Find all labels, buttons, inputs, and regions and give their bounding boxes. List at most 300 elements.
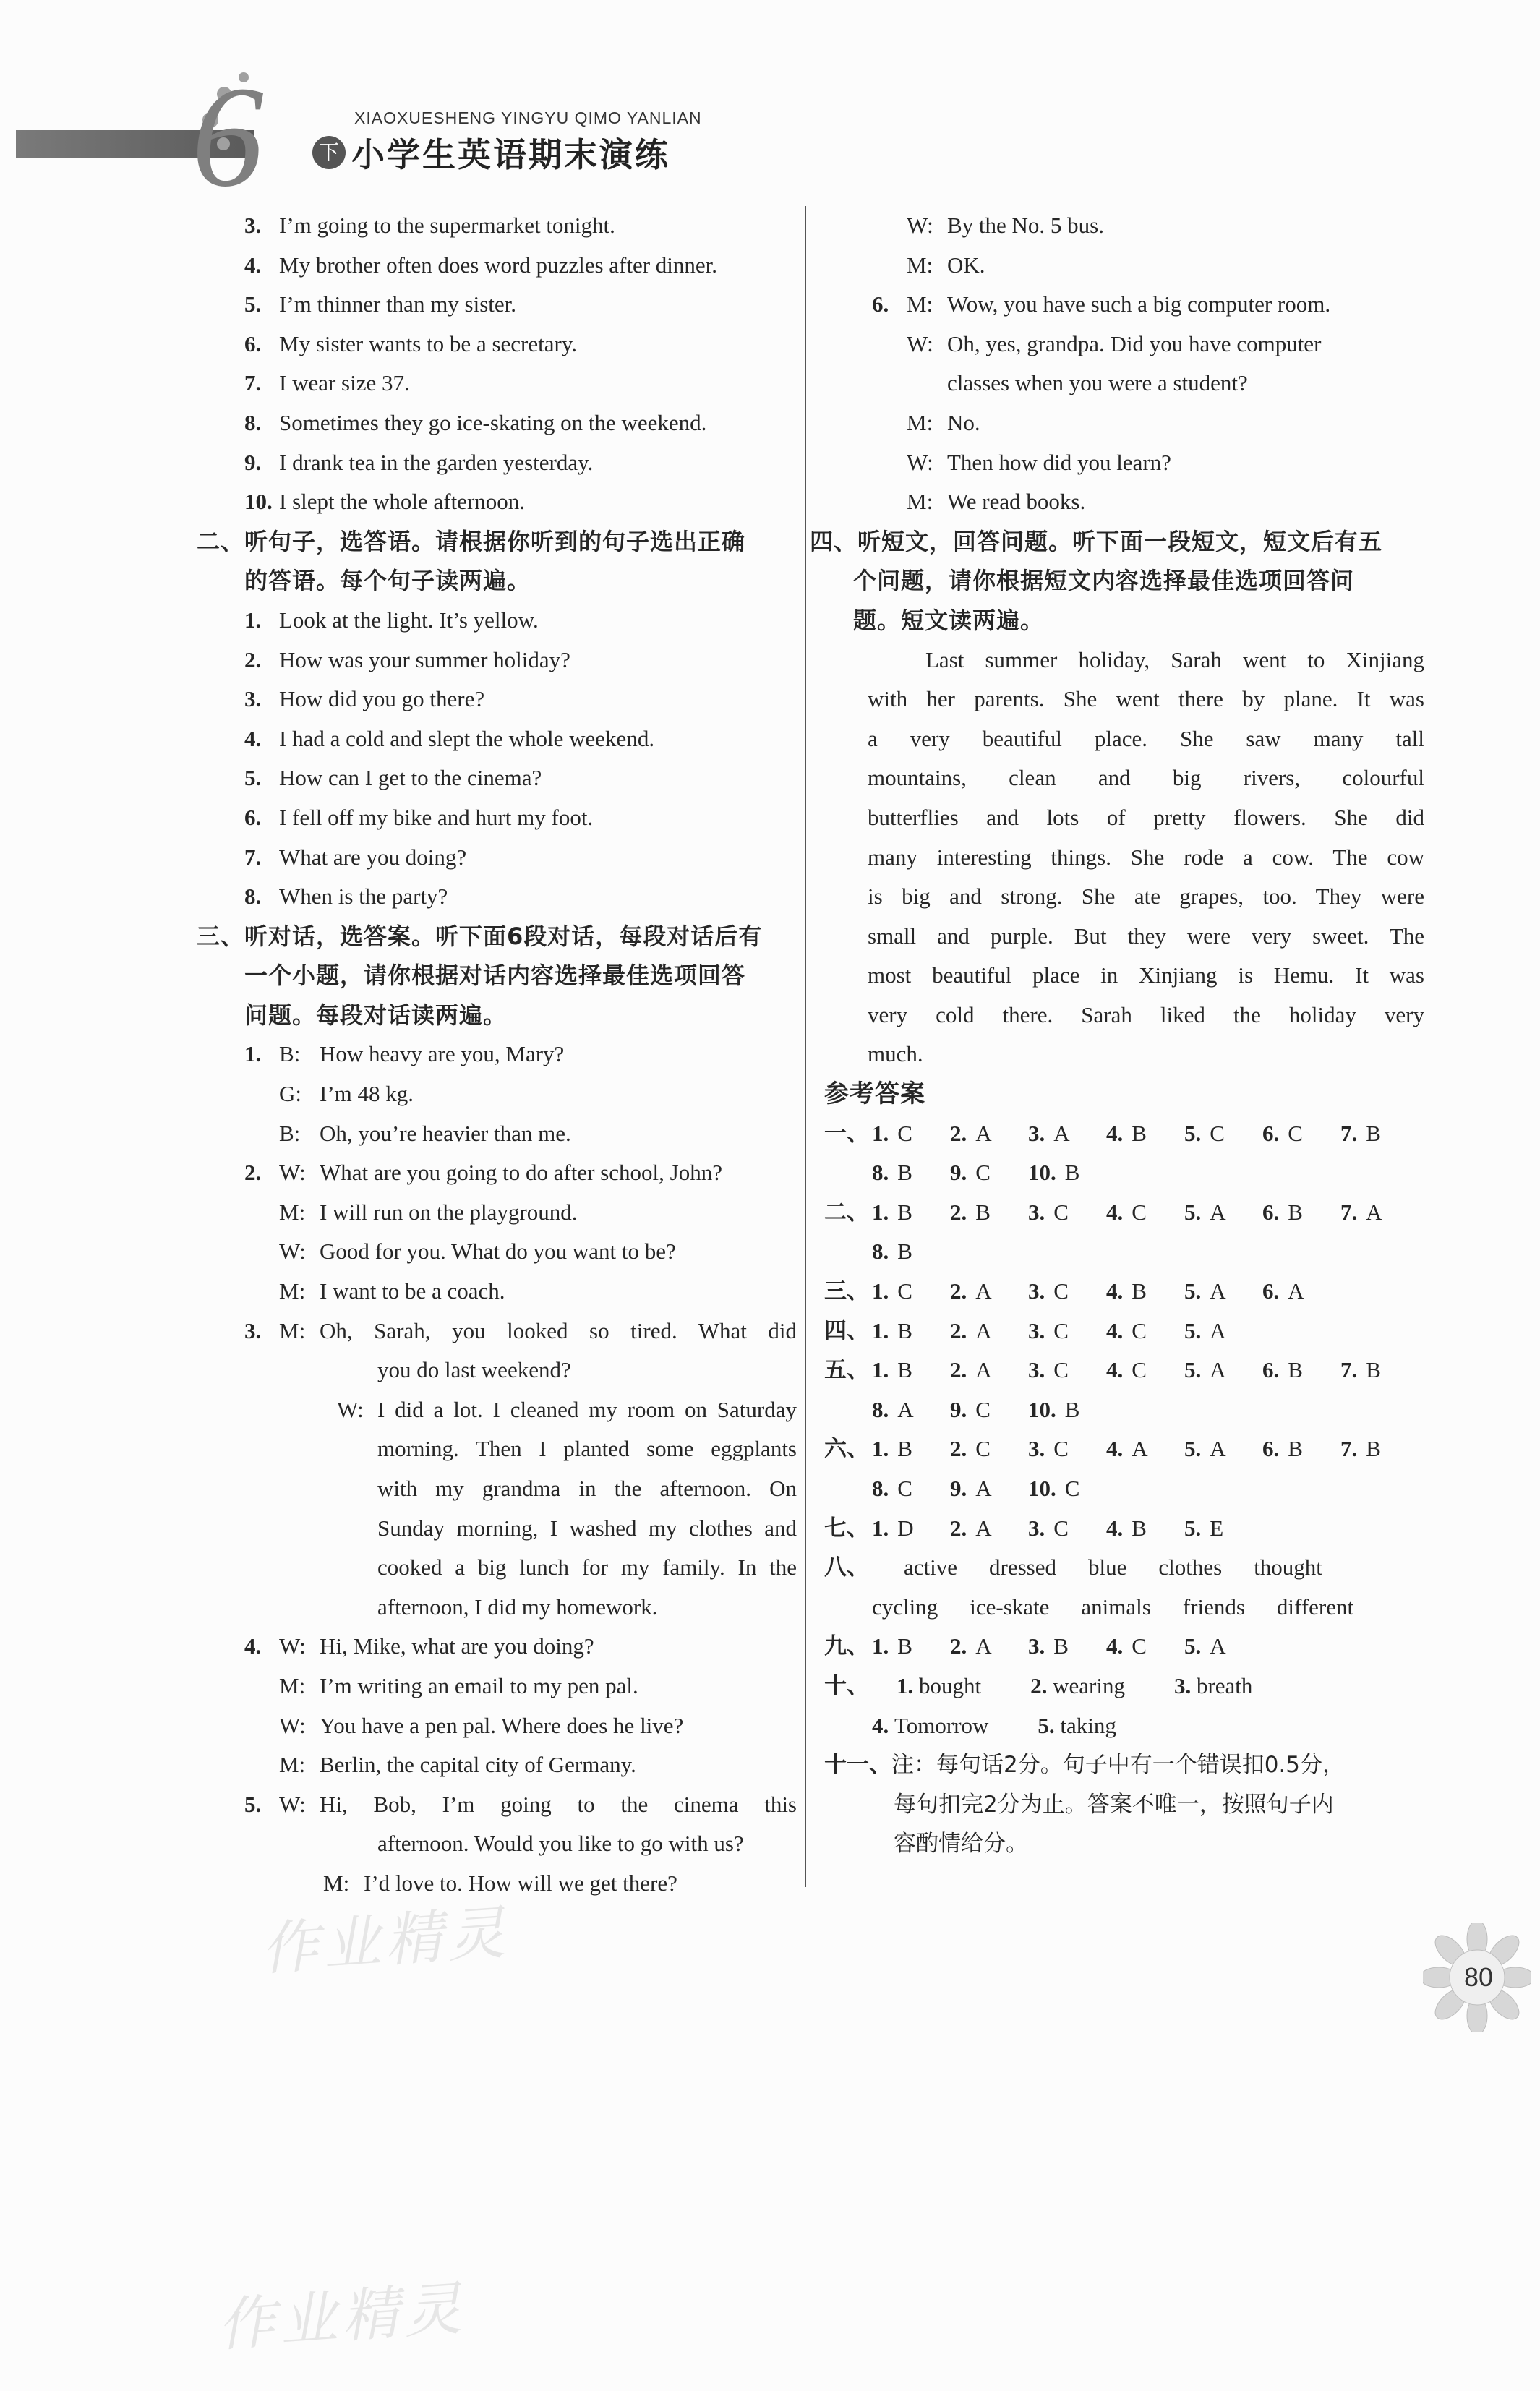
dialogue-row <box>197 1667 797 1706</box>
item-text: Look at the light. It’s yellow. <box>279 607 539 633</box>
answer-value: A <box>1210 1633 1226 1659</box>
answer-number: 1. <box>872 1436 889 1462</box>
answer-item <box>1028 1193 1106 1233</box>
answer-word: clothes <box>1158 1554 1223 1581</box>
speaker: W: <box>279 1239 306 1265</box>
answer-label: 一、 <box>824 1120 869 1147</box>
answer-item <box>950 1351 1028 1390</box>
dialogue-line: OK. <box>947 252 985 278</box>
section-title: 的答语。每个句子读两遍。 <box>244 567 531 595</box>
item-number: 5. <box>244 765 262 791</box>
answer-item <box>1028 1153 1106 1193</box>
section-title: 四、听短文，回答问题。听下面一段短文，短文后有五 <box>810 527 1383 555</box>
answer-number: 4. <box>1106 1120 1124 1146</box>
answer-value: A <box>975 1515 992 1541</box>
grade-digit: 6 <box>192 57 264 217</box>
answer-item <box>1174 1667 1277 1706</box>
answer-number: 4. <box>1106 1515 1124 1541</box>
speaker: W: <box>279 1712 306 1738</box>
answer-number: 1. <box>872 1515 889 1541</box>
answer-value: B <box>897 1436 912 1462</box>
answer-number: 3. <box>1028 1633 1045 1659</box>
answer-label: 八、 <box>824 1554 869 1581</box>
answer-value: B <box>1288 1436 1303 1462</box>
answer-value: B <box>1288 1199 1303 1225</box>
answer-number: 6. <box>1262 1120 1280 1146</box>
answer-value: A <box>975 1278 992 1304</box>
answer-number: 2. <box>950 1633 967 1659</box>
answer-value: A <box>975 1633 992 1659</box>
answer-number: 1. <box>872 1317 889 1343</box>
answer-item <box>950 1627 1028 1667</box>
answer-number: 1. <box>872 1199 889 1225</box>
dialogue-line: Hi, Mike, what are you doing? <box>320 1633 594 1659</box>
dialogue-line: Oh, yes, grandpa. Did you have computer <box>947 330 1322 356</box>
answer-number: 2. <box>950 1278 967 1304</box>
dialogue-line: No. <box>947 409 980 435</box>
answer-item <box>872 1706 1013 1746</box>
answer-value: A <box>1053 1120 1070 1146</box>
answer-number: 8. <box>872 1476 889 1501</box>
answer-number: 1. <box>872 1120 889 1146</box>
item-number: 5. <box>244 1791 262 1817</box>
speaker: M: <box>279 1278 306 1304</box>
answer-item <box>1028 1312 1106 1351</box>
list-item <box>197 364 797 403</box>
answer-value: C <box>975 1436 991 1462</box>
answer-row <box>824 1627 1424 1667</box>
answer-item <box>1340 1429 1419 1469</box>
dialogue-row <box>197 1114 797 1154</box>
answer-item <box>950 1272 1028 1312</box>
speaker: W: <box>907 330 933 356</box>
answer-number: 5. <box>1038 1712 1055 1738</box>
answer-number: 4. <box>872 1712 889 1738</box>
answer-value: B <box>897 1160 912 1186</box>
item-number: 3. <box>244 1317 262 1343</box>
passage-line: most beautiful place in Xinjiang is Hemu. It was <box>868 962 1424 988</box>
answer-word: blue <box>1088 1554 1127 1581</box>
dialogue-2 <box>197 1153 797 1311</box>
answer-number: 2. <box>950 1120 967 1146</box>
list-item <box>197 285 797 325</box>
dialogue-line: Sunday morning, I washed my clothes and <box>377 1515 797 1541</box>
answer-value: B <box>1132 1120 1147 1146</box>
item-text: I fell off my bike and hurt my foot. <box>279 804 594 830</box>
answer-word: cycling <box>872 1594 938 1620</box>
answer-item <box>1262 1193 1340 1233</box>
answer-number: 1. <box>872 1633 889 1659</box>
dialogue-row <box>197 1153 797 1193</box>
book-title: 小学生英语期末演练 <box>351 135 670 174</box>
speaker: W: <box>907 449 933 475</box>
list-item <box>197 680 797 719</box>
list-item <box>197 206 797 246</box>
passage-line: many interesting things. She rode a cow. The cow <box>868 844 1424 870</box>
list-item <box>197 877 797 917</box>
speaker: M: <box>907 489 933 515</box>
answer-item <box>950 1312 1028 1351</box>
answer-number: 7. <box>1340 1199 1358 1225</box>
answer-value: B <box>897 1317 912 1343</box>
answer-word: ice-skate <box>970 1594 1050 1620</box>
answer-value: A <box>975 1357 992 1383</box>
answer-item <box>950 1390 1028 1430</box>
answer-value: A <box>1210 1357 1226 1383</box>
list-item <box>197 641 797 680</box>
dialogue-row <box>197 1745 797 1785</box>
answer-value: A <box>1210 1436 1226 1462</box>
answer-item <box>1184 1193 1262 1233</box>
answer-item <box>950 1469 1028 1509</box>
answer-value: C <box>1053 1199 1069 1225</box>
answer-number: 6. <box>1262 1278 1280 1304</box>
speaker: W: <box>279 1633 306 1659</box>
answer-item <box>872 1509 950 1549</box>
dialogue-line: What are you going to do after school, John? <box>320 1160 722 1186</box>
answer-number: 5. <box>1184 1515 1202 1541</box>
answer-number: 4. <box>1106 1278 1124 1304</box>
answer-label: 十一、 <box>824 1752 891 1779</box>
dialogue-line: afternoon, I did my homework. <box>377 1594 658 1620</box>
answer-value: wearing <box>1053 1672 1125 1698</box>
passage-line: butterflies and lots of pretty flowers. She did <box>868 804 1424 830</box>
dialogue-line: Wow, you have such a big computer room. <box>947 291 1331 317</box>
dialogue-6 <box>824 285 1424 522</box>
answer-item <box>872 1272 950 1312</box>
answer-row <box>824 1429 1424 1469</box>
answer-number: 4. <box>1106 1199 1124 1225</box>
answer-number: 4. <box>1106 1357 1124 1383</box>
answer-item <box>1106 1627 1184 1667</box>
answer-value: A <box>1288 1278 1304 1304</box>
answer-row <box>824 1667 1424 1706</box>
part2-list <box>197 601 797 917</box>
header-pinyin: XIAOXUESHENG YINGYU QIMO YANLIAN <box>354 108 702 127</box>
list-item <box>197 798 797 838</box>
section-title: 问题。每段对话读两遍。 <box>244 1001 508 1029</box>
answer-number: 5. <box>1184 1633 1202 1659</box>
answer-number: 10. <box>1028 1160 1056 1186</box>
answer-value: B <box>1366 1357 1381 1383</box>
item-number: 10. <box>244 489 273 515</box>
answer-value: B <box>897 1199 912 1225</box>
answer-number: 7. <box>1340 1357 1358 1383</box>
watermark: 作业精灵 <box>258 1899 512 1983</box>
dialogue-line: I will run on the playground. <box>320 1199 578 1225</box>
answer-item <box>1028 1429 1106 1469</box>
answer-item <box>1038 1706 1141 1746</box>
answer-number: 5. <box>1184 1278 1202 1304</box>
answer-value: A <box>1210 1278 1226 1304</box>
answer-row <box>824 1745 1424 1785</box>
volume-mark: 下 <box>312 136 346 169</box>
answer-number: 7. <box>1340 1120 1358 1146</box>
list-item <box>197 838 797 878</box>
item-text: My brother often does word puzzles after dinner. <box>279 252 718 278</box>
answer-number: 6. <box>1262 1199 1280 1225</box>
answer-value: A <box>975 1120 992 1146</box>
answer-value: breath <box>1196 1672 1253 1698</box>
dialogue-line: We read books. <box>947 489 1086 515</box>
item-number: 8. <box>244 409 262 435</box>
answer-item <box>897 1667 1006 1706</box>
section-title: 一个小题，请你根据对话内容选择最佳选项回答 <box>244 962 746 990</box>
answer-number: 1. <box>872 1278 889 1304</box>
list-item <box>197 601 797 641</box>
answer-item <box>1184 1627 1262 1667</box>
answer-number: 3. <box>1028 1120 1045 1146</box>
item-number: 1. <box>244 607 262 633</box>
answer-value: C <box>1132 1633 1147 1659</box>
dialogue-line: classes when you were a student? <box>947 370 1248 396</box>
speaker: G: <box>279 1081 301 1107</box>
passage-line: small and purple. But they were very sweet. The <box>868 923 1424 949</box>
answer-item <box>1106 1509 1184 1549</box>
answer-item <box>950 1429 1028 1469</box>
item-number: 1. <box>244 1041 262 1067</box>
item-text: How was your summer holiday? <box>279 646 570 672</box>
left-column <box>197 206 797 1904</box>
answer-value: B <box>1064 1160 1080 1186</box>
item-number: 6. <box>244 330 262 356</box>
answer-item <box>872 1232 950 1272</box>
answer-value: B <box>1366 1120 1381 1146</box>
answer-number: 3. <box>1028 1278 1045 1304</box>
answer-item <box>1184 1312 1262 1351</box>
answer-row <box>824 1509 1424 1549</box>
item-text: When is the party? <box>279 884 448 910</box>
answer-value: C <box>1132 1199 1147 1225</box>
speaker: W: <box>907 213 933 238</box>
speaker: W: <box>337 1396 364 1422</box>
right-column <box>810 206 1424 1864</box>
answer-number: 10. <box>1028 1396 1056 1422</box>
answer-number: 4. <box>1106 1436 1124 1462</box>
answer-row <box>824 1193 1424 1233</box>
answer-number: 1. <box>897 1672 914 1698</box>
dialogue-line: Oh, you’re heavier than me. <box>320 1120 571 1146</box>
answer-value: B <box>897 1633 912 1659</box>
answer-value: E <box>1210 1515 1224 1541</box>
answer-row <box>824 1390 1424 1430</box>
dialogue-4 <box>197 1627 797 1784</box>
answers-heading: 参考答案 <box>824 1079 925 1109</box>
dialogue-row <box>197 1272 797 1312</box>
answer-item <box>872 1390 950 1430</box>
answer-value: C <box>897 1120 912 1146</box>
dialogue-line: How heavy are you, Mary? <box>320 1041 565 1067</box>
item-number: 6. <box>872 291 889 317</box>
answer-number: 1. <box>872 1357 889 1383</box>
item-number: 8. <box>244 884 262 910</box>
item-text: My sister wants to be a secretary. <box>279 330 578 356</box>
answer-row <box>824 1588 1424 1627</box>
answer-number: 9. <box>950 1476 967 1501</box>
item-number: 5. <box>244 291 262 317</box>
answer-item <box>1262 1272 1340 1312</box>
list-item <box>197 443 797 483</box>
item-number: 3. <box>244 213 262 238</box>
answer-item <box>1340 1351 1419 1390</box>
dialogue-line: Berlin, the capital city of Germany. <box>320 1752 636 1778</box>
passage-line: very cold there. Sarah liked the holiday very <box>868 1001 1424 1027</box>
answer-number: 2. <box>950 1515 967 1541</box>
answer-word: active <box>904 1554 958 1581</box>
answer-number: 9. <box>950 1396 967 1422</box>
answer-item <box>950 1114 1028 1154</box>
list-item <box>197 719 797 759</box>
answer-number: 2. <box>950 1199 967 1225</box>
dialogue-5-continued <box>824 206 1424 285</box>
answer-number: 3. <box>1028 1515 1045 1541</box>
section-title: 个问题，请你根据短文内容选择最佳选项回答问 <box>853 567 1355 595</box>
item-number: 6. <box>244 804 262 830</box>
answer-label: 六、 <box>824 1436 869 1463</box>
item-number: 2. <box>244 1160 262 1186</box>
answer-item <box>1030 1667 1150 1706</box>
answer-item <box>1028 1469 1106 1509</box>
answer-number: 5. <box>1184 1120 1202 1146</box>
item-text: I’m thinner than my sister. <box>279 291 517 317</box>
dialogue-line: By the No. 5 bus. <box>947 213 1104 238</box>
item-number: 4. <box>244 1633 262 1659</box>
answer-row <box>824 1469 1424 1509</box>
answer-item <box>1028 1351 1106 1390</box>
dialogue-line: with my grandma in the afternoon. On <box>377 1476 797 1501</box>
speaker: M: <box>279 1672 306 1698</box>
item-text: I wear size 37. <box>279 370 410 396</box>
dialogue-1 <box>197 1035 797 1153</box>
answer-item <box>1028 1390 1106 1430</box>
page-header <box>0 43 737 217</box>
answer-value: bought <box>919 1672 982 1698</box>
speaker: M: <box>907 291 933 317</box>
item-text: How can I get to the cinema? <box>279 765 542 791</box>
answer-number: 8. <box>872 1160 889 1186</box>
answer-word: animals <box>1081 1594 1151 1620</box>
speaker: M: <box>279 1199 306 1225</box>
list-item <box>197 482 797 522</box>
answer-item <box>1184 1509 1262 1549</box>
answer-item <box>950 1153 1028 1193</box>
answer-label: 九、 <box>824 1633 869 1660</box>
speaker: M: <box>907 252 933 278</box>
dialogue-row <box>197 1627 797 1667</box>
answer-value: taking <box>1060 1712 1116 1738</box>
answer-item <box>1184 1272 1262 1312</box>
dialogue-row <box>197 1074 797 1114</box>
answer-value: B <box>1366 1436 1381 1462</box>
answer-value: B <box>975 1199 991 1225</box>
answer-number: 5. <box>1184 1436 1202 1462</box>
answer-row <box>824 1706 1424 1746</box>
answer-value: A <box>975 1317 992 1343</box>
answer-item <box>872 1351 950 1390</box>
answer-item <box>872 1114 950 1154</box>
answer-word: different <box>1276 1594 1354 1620</box>
answer-item <box>1184 1114 1262 1154</box>
answer-value: B <box>897 1239 912 1265</box>
answer-value: B <box>1132 1278 1147 1304</box>
dialogue-line: You have a pen pal. Where does he live? <box>320 1712 684 1738</box>
dialogue-row <box>197 1193 797 1233</box>
answer-item <box>1106 1312 1184 1351</box>
item-text: I slept the whole afternoon. <box>279 489 526 515</box>
answer-number: 7. <box>1340 1436 1358 1462</box>
answer-value: C <box>1053 1515 1069 1541</box>
answer-row <box>824 1272 1424 1312</box>
answer-value: C <box>1210 1120 1225 1146</box>
item-number: 4. <box>244 252 262 278</box>
answer-value: B <box>1288 1357 1303 1383</box>
dialogue-row <box>824 206 1424 246</box>
answer-item <box>1340 1193 1419 1233</box>
answer-number: 3. <box>1028 1317 1045 1343</box>
answer-row <box>824 1312 1424 1351</box>
answer-row <box>824 1548 1424 1588</box>
speaker: M: <box>323 1870 350 1896</box>
speaker: B: <box>279 1120 301 1146</box>
answer-row <box>824 1351 1424 1390</box>
answer-note: 注：每句话2分。句子中有一个错误扣0.5分， <box>891 1752 1346 1779</box>
item-text: What are you doing? <box>279 844 467 870</box>
answer-value: C <box>1053 1278 1069 1304</box>
answer-note: 容酌情给分。 <box>894 1831 1028 1857</box>
section-title: 三、听对话，选答案。听下面6段对话，每段对话后有 <box>197 922 763 950</box>
list-item <box>197 246 797 286</box>
item-text: I had a cold and slept the whole weekend. <box>279 725 655 751</box>
answer-item <box>872 1153 950 1193</box>
answer-item <box>1028 1114 1106 1154</box>
item-text: How did you go there? <box>279 686 485 712</box>
dialogue-line: I’m 48 kg. <box>320 1081 414 1107</box>
dialogue-line: afternoon. Would you like to go with us? <box>377 1831 744 1857</box>
answer-number: 4. <box>1106 1633 1124 1659</box>
answer-row <box>824 1153 1424 1193</box>
answer-number: 6. <box>1262 1436 1280 1462</box>
answer-label: 五、 <box>824 1357 869 1384</box>
answer-item <box>872 1193 950 1233</box>
answer-number: 8. <box>872 1239 889 1265</box>
answer-number: 2. <box>1030 1672 1048 1698</box>
passage-line: Last summer holiday, Sarah went to Xinjiang <box>925 646 1424 672</box>
answer-value: C <box>1132 1317 1147 1343</box>
answer-item <box>1340 1114 1419 1154</box>
section-title: 题。短文读两遍。 <box>853 606 1045 634</box>
answer-note: 每句扣完2分为止。答案不唯一，按照句子内 <box>894 1791 1334 1818</box>
dialogue-line: Hi, Bob, I’m going to the cinema this <box>320 1791 797 1817</box>
answer-item <box>1028 1627 1106 1667</box>
answer-number: 5. <box>1184 1317 1202 1343</box>
answer-value: B <box>1053 1633 1069 1659</box>
answer-item <box>1028 1509 1106 1549</box>
answer-value: A <box>1132 1436 1148 1462</box>
dialogue-line: cooked a big lunch for my family. In the <box>377 1554 797 1581</box>
answer-value: A <box>975 1476 992 1501</box>
speaker: M: <box>279 1317 306 1343</box>
column-divider <box>805 206 806 1887</box>
dialogue-line: I’d love to. How will we get there? <box>364 1870 677 1896</box>
answer-number: 2. <box>950 1317 967 1343</box>
speaker: W: <box>279 1160 306 1186</box>
answer-label: 三、 <box>824 1278 869 1305</box>
answer-word: dressed <box>989 1554 1056 1581</box>
answer-value: B <box>1064 1396 1080 1422</box>
answer-word: friends <box>1182 1594 1245 1620</box>
answer-row <box>824 1232 1424 1272</box>
answer-label: 四、 <box>824 1317 869 1344</box>
